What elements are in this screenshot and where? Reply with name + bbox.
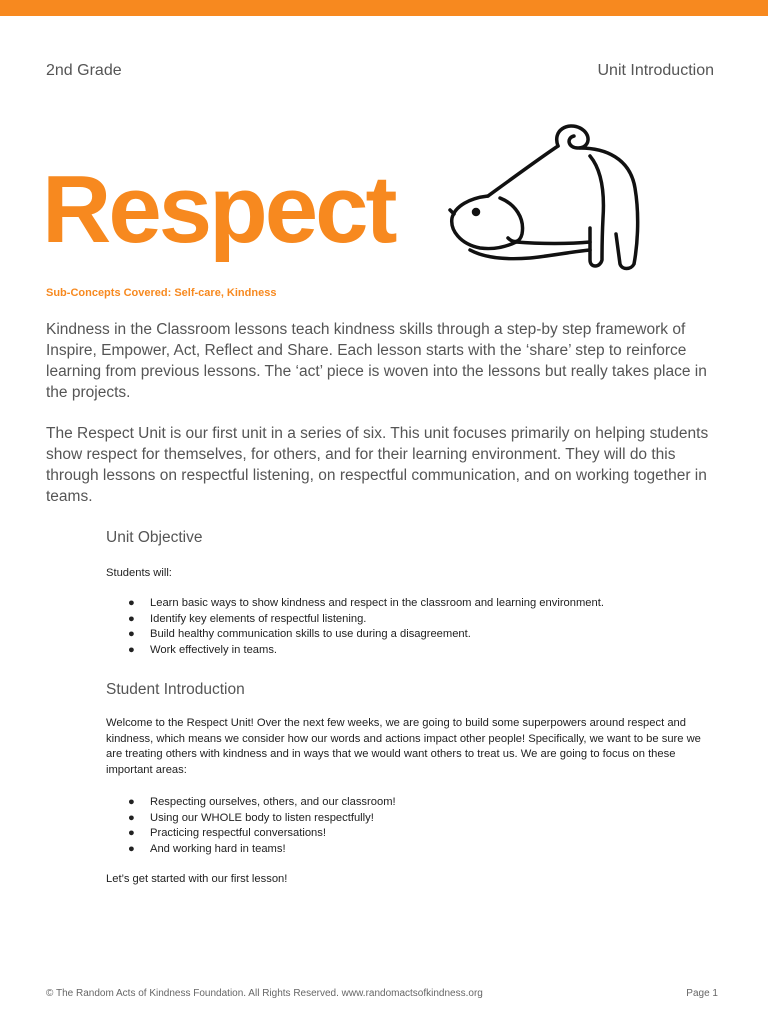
unit-objective-heading: Unit Objective [106,529,203,546]
page-title: Respect [42,156,395,263]
grade-label: 2nd Grade [46,62,122,79]
list-item: ● Respecting ourselves, others, and our classroom! [106,795,396,811]
bullet-icon: ● [128,612,135,625]
objective-list [106,596,604,658]
bullet-icon: ● [128,597,135,609]
top-accent-bar [0,0,768,16]
page-number: Page 1 [686,988,718,999]
list-item: ● Build healthy communication skills to use during a disagreement. [106,627,604,643]
bullet-icon: ● [128,643,135,656]
objective-lead: Students will: [106,567,172,579]
closing-line: Let’s get started with our first lesson! [106,873,288,885]
intro-paragraph-1: Kindness in the Classroom lessons teach kindness skills through a step-by step framework of Inspire, Empower, Act, Reflect and Share. Each lesson starts with the ‘share’ step to reinforce learning from previous lessons. The ‘act’ piece is woven into the lessons but really takes place in the projects. [46,321,707,401]
bullet-icon: ● [128,842,135,855]
list-item: ● Identify key elements of respectful listening. [106,612,604,628]
list-item: ● And working hard in teams! [106,842,396,858]
bullet-icon: ● [128,811,135,824]
student-intro-body: Welcome to the Respect Unit! Over the next few weeks, we are going to build some superpowers around respect and kindness, which means we consider how our words and actions impact other people! Specifically, we want to be sure we are treating others with kindness and in ways that we would want others to treat us. We are going to focus on these important areas: [106,717,701,776]
list-item: ● Using our WHOLE body to listen respectfully! [106,811,396,827]
footer-copyright: © The Random Acts of Kindness Foundation. All Rights Reserved. www.randomactsofkindness.org [46,988,483,999]
subconcepts-label: Sub-Concepts Covered: Self-care, Kindness [46,287,277,299]
student-introduction-heading: Student Introduction [106,681,245,698]
stretching-dog-icon [440,118,650,273]
intro-paragraph-2: The Respect Unit is our first unit in a series of six. This unit focuses primarily on helping students show respect for themselves, for others, and for their learning environment. They will do this through lessons on respectful listening, on respectful communication, and on working together in teams. [46,425,709,505]
bullet-icon: ● [128,796,135,808]
list-item: ● Learn basic ways to show kindness and respect in the classroom and learning environment. [106,596,604,612]
list-item: ● Work effectively in teams. [106,643,604,659]
list-item: ● Practicing respectful conversations! [106,826,396,842]
bullet-icon: ● [128,628,135,640]
bullet-icon: ● [128,827,135,839]
focus-list [106,795,396,857]
section-label: Unit Introduction [597,62,714,79]
